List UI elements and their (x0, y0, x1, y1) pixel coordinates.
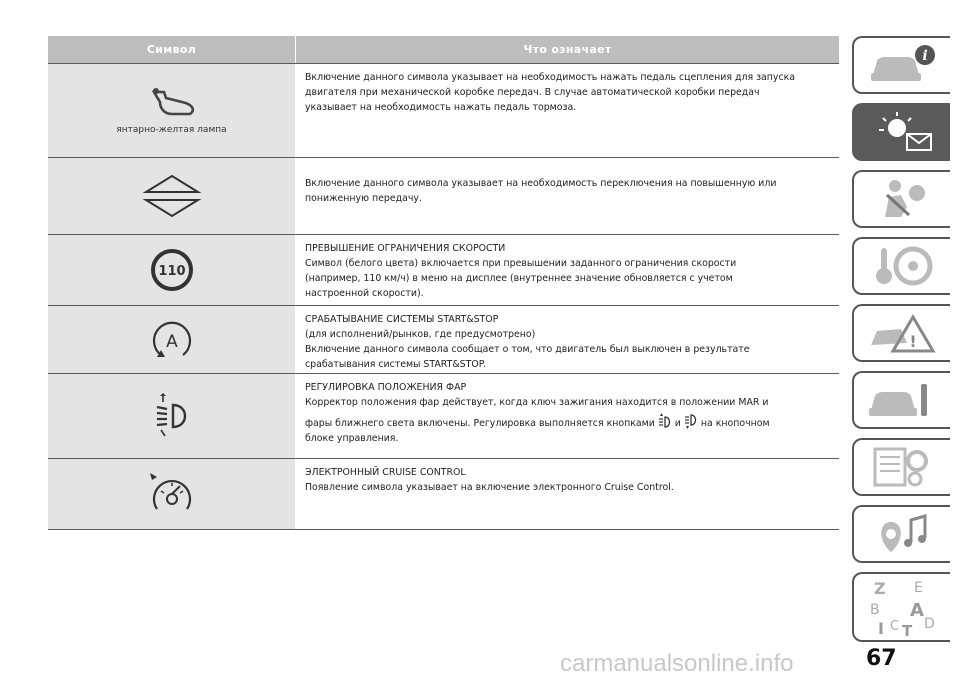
description-line: Корректор положения фар действует, когда ключ зажигания находится в положении MAR и (305, 397, 769, 408)
emergency-icon (867, 311, 937, 355)
warning-lights-icon (867, 110, 937, 154)
description-line: настроенной скорости). (305, 288, 424, 299)
technical-data-icon (867, 445, 937, 489)
tab-safety[interactable] (852, 170, 950, 228)
gear-shift-indicator-icon (142, 174, 202, 218)
page-number: 67 (866, 646, 897, 671)
symbol-cell (48, 235, 295, 305)
table-row (48, 305, 839, 373)
tab-car-info[interactable] (852, 36, 950, 94)
tab-technical-data[interactable] (852, 438, 950, 496)
safety-airbag-icon (867, 177, 937, 221)
car-maintenance-icon (867, 378, 937, 422)
symbol-cell (48, 306, 295, 373)
symbol-cell (48, 459, 295, 529)
description-line: (для исполнений/рынков, где предусмотрено) (305, 329, 536, 340)
symbol-caption: янтарно-желтая лампа (116, 125, 227, 135)
description-line: (например, 110 км/ч) в меню на дисплее (внутреннее значение обновляется с учетом (305, 273, 733, 284)
table-row (48, 63, 839, 157)
index-letter: C (890, 619, 900, 634)
headlight-up-button-icon (658, 413, 672, 429)
symbol-cell (48, 158, 295, 234)
description-title: СРАБАТЫВАНИЕ СИСТЕМЫ START&STOP (305, 314, 499, 325)
index-letter: Z (874, 579, 886, 598)
description-line: пониженную передачу. (305, 193, 422, 204)
description-cell (295, 374, 839, 458)
clutch-pedal-icon (142, 86, 202, 124)
speed-limit-value: 110 (157, 264, 186, 279)
start-stop-letter: A (165, 331, 178, 352)
table-header (48, 36, 839, 63)
table-row (48, 458, 839, 530)
description-cell (295, 235, 839, 305)
steering-key-icon (867, 244, 937, 288)
symbol-cell (48, 64, 295, 157)
description-line: Включение данного символа указывает на необходимость нажать педаль сцепления для запуска (305, 72, 796, 83)
table-row (48, 373, 839, 458)
index-letter: E (914, 580, 923, 596)
description-line: Включение данного символа сообщает о том, что двигатель был выключен в результате (305, 344, 750, 355)
description-line: двигателя при механической коробке передач. В случае автоматической коробки передач (305, 87, 760, 98)
description-line: Появление символа указывает на включение электронного Cruise Control. (305, 482, 674, 493)
tab-starting-driving[interactable] (852, 237, 950, 295)
description-line: указывает на необходимость нажать педаль тормоза. (305, 102, 577, 113)
start-stop-icon (147, 317, 197, 363)
watermark: carmanualsonline.info (560, 650, 794, 677)
description-text: и (674, 418, 681, 429)
speed-limit-110-icon (150, 248, 194, 292)
table-row (48, 234, 839, 305)
description-cell (295, 459, 839, 529)
index-letter: B (870, 602, 880, 618)
description-line (305, 413, 829, 431)
index-letter: A (910, 600, 924, 621)
description-cell (295, 158, 839, 234)
index-letter: D (924, 616, 935, 632)
svg-text:i: i (922, 48, 928, 64)
description-cell (295, 306, 839, 373)
tab-maintenance[interactable] (852, 371, 950, 429)
index-letters-icon (864, 576, 940, 638)
index-letter: T (902, 622, 913, 638)
description-line: срабатывания системы START&STOP. (305, 359, 486, 370)
car-info-icon (867, 43, 937, 87)
headlight-leveling-icon (149, 393, 195, 439)
tab-emergency[interactable] (852, 304, 950, 362)
multimedia-icon (867, 512, 937, 556)
description-line: Символ (белого цвета) включается при превышении заданного ограничения скорости (305, 258, 737, 269)
headlight-down-button-icon (684, 413, 698, 429)
tab-warning-lights[interactable] (852, 103, 950, 161)
description-text: фары ближнего света включены. Регулировка выполняется кнопками (305, 418, 655, 429)
description-text: на кнопочном (700, 418, 770, 429)
description-title: ЭЛЕКТРОННЫЙ CRUISE CONTROL (305, 467, 466, 478)
description-line: блоке управления. (305, 433, 399, 444)
chapter-tabs (852, 36, 950, 651)
table-row (48, 157, 839, 234)
cruise-control-icon (147, 471, 197, 517)
header-symbol: Символ (146, 43, 197, 56)
index-letter: I (878, 619, 884, 638)
description-title: ПРЕВЫШЕНИЕ ОГРАНИЧЕНИЯ СКОРОСТИ (305, 243, 506, 254)
header-meaning: Что означает (295, 36, 839, 63)
symbols-table (48, 36, 839, 530)
tab-multimedia[interactable] (852, 505, 950, 563)
description-title: РЕГУЛИРОВКА ПОЛОЖЕНИЯ ФАР (305, 382, 467, 393)
symbol-cell (48, 374, 295, 458)
description-cell (295, 64, 839, 157)
svg-text:!: ! (909, 332, 917, 351)
tab-index[interactable] (852, 572, 950, 642)
description-line: Включение данного символа указывает на необходимость переключения на повышенную или (305, 178, 777, 189)
